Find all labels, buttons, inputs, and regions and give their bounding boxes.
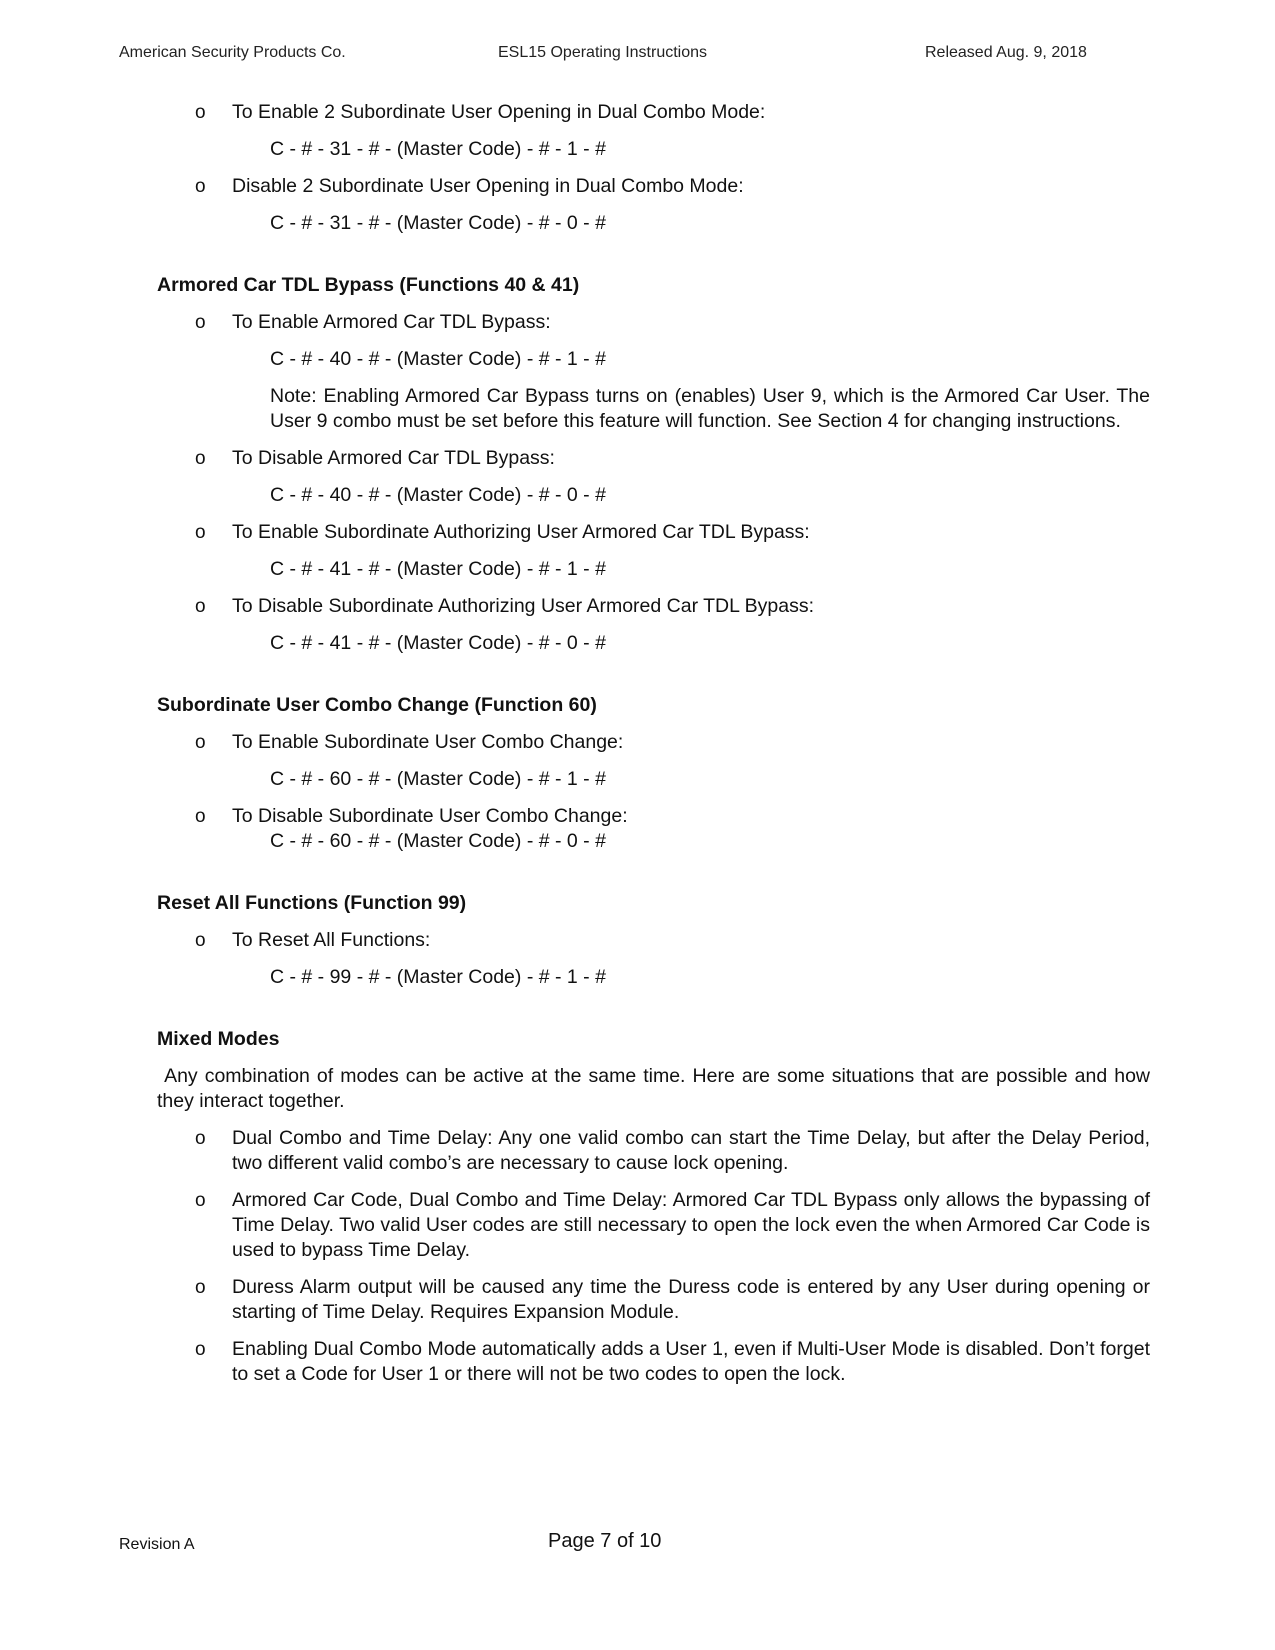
key-sequence: C - # - 40 - # - (Master Code) - # - 1 - # <box>270 348 606 370</box>
item-text: Duress Alarm output will be caused any time the Duress code is entered by any User during opening or starting of Time Delay. Requires Expansion Module. <box>232 1276 1150 1323</box>
item-label: To Enable Subordinate User Combo Change: <box>232 731 624 753</box>
list-item <box>157 174 1150 199</box>
item-label: To Disable Subordinate User Combo Change: <box>232 805 628 827</box>
section-title-armored-car: Armored Car TDL Bypass (Functions 40 & 41) <box>157 274 580 296</box>
key-sequence: C - # - 60 - # - (Master Code) - # - 0 - # <box>270 830 606 852</box>
bullet-icon: o <box>195 1277 206 1298</box>
header-document-title: ESL15 Operating Instructions <box>498 44 708 61</box>
item-text: Dual Combo and Time Delay: Any one valid combo can start the Time Delay, but after the Delay Period, two different valid combo’s are necessary to cause lock opening. <box>232 1127 1150 1174</box>
list-item <box>157 100 1150 125</box>
mixed-modes-intro: Any combination of modes can be active at the same time. Here are some situations that are possible and how they interact together. <box>157 1065 1156 1112</box>
list-item <box>157 1275 1150 1325</box>
list-item <box>157 1337 1150 1387</box>
bullet-icon: o <box>195 1128 206 1149</box>
section-title-combo-change: Subordinate User Combo Change (Function 60) <box>157 694 597 716</box>
key-sequence: C - # - 41 - # - (Master Code) - # - 1 - # <box>270 558 606 580</box>
bullet-icon: o <box>195 312 206 333</box>
section-title-reset: Reset All Functions (Function 99) <box>157 892 467 914</box>
document-body <box>157 100 1156 1399</box>
item-label: To Enable Armored Car TDL Bypass: <box>232 311 551 333</box>
item-label: To Disable Armored Car TDL Bypass: <box>232 447 555 469</box>
item-label: Disable 2 Subordinate User Opening in Dual Combo Mode: <box>232 175 744 197</box>
item-text: Armored Car Code, Dual Combo and Time Delay: Armored Car TDL Bypass only allows the bypassing of Time Delay. Two valid User codes are still necessary to open the lock even the when Armored Car Code is used to bypass Time Delay. <box>232 1189 1150 1261</box>
list-item <box>157 804 1150 829</box>
header-company: American Security Products Co. <box>119 44 346 61</box>
list-item <box>157 520 1150 545</box>
footer-page-number: Page 7 of 10 <box>548 1530 662 1552</box>
key-sequence: C - # - 60 - # - (Master Code) - # - 1 - # <box>270 768 606 790</box>
bullet-icon: o <box>195 102 206 123</box>
bullet-icon: o <box>195 732 206 753</box>
bullet-icon: o <box>195 596 206 617</box>
list-item <box>157 310 1150 335</box>
bullet-icon: o <box>195 1190 206 1211</box>
item-label: To Enable Subordinate Authorizing User Armored Car TDL Bypass: <box>232 521 810 543</box>
bullet-icon: o <box>195 1339 206 1360</box>
bullet-icon: o <box>195 806 206 827</box>
note-text: Note: Enabling Armored Car Bypass turns on (enables) User 9, which is the Armored Car User. The User 9 combo must be set before this feature will function. See Section 4 for changing instructions. <box>270 385 1150 432</box>
item-label: To Reset All Functions: <box>232 929 431 951</box>
item-label: To Enable 2 Subordinate User Opening in Dual Combo Mode: <box>232 101 766 123</box>
item-text: Enabling Dual Combo Mode automatically adds a User 1, even if Multi-User Mode is disabled. Don’t forget to set a Code for User 1 or there will not be two codes to open the lock. <box>232 1338 1150 1385</box>
item-label: To Disable Subordinate Authorizing User Armored Car TDL Bypass: <box>232 595 815 617</box>
key-sequence: C - # - 40 - # - (Master Code) - # - 0 - # <box>270 484 606 506</box>
list-item <box>157 446 1150 471</box>
section-title-mixed-modes: Mixed Modes <box>157 1028 280 1050</box>
bullet-icon: o <box>195 930 206 951</box>
bullet-icon: o <box>195 176 206 197</box>
bullet-icon: o <box>195 522 206 543</box>
key-sequence: C - # - 31 - # - (Master Code) - # - 1 - # <box>270 138 606 160</box>
list-item <box>157 928 1150 953</box>
list-item <box>157 730 1150 755</box>
list-item <box>157 1126 1150 1176</box>
footer-revision: Revision A <box>119 1536 195 1553</box>
list-item <box>157 594 1150 619</box>
header-release-date: Released Aug. 9, 2018 <box>925 44 1087 61</box>
key-sequence: C - # - 31 - # - (Master Code) - # - 0 - # <box>270 212 606 234</box>
list-item <box>157 1188 1150 1263</box>
bullet-icon: o <box>195 448 206 469</box>
key-sequence: C - # - 99 - # - (Master Code) - # - 1 - # <box>270 966 606 988</box>
key-sequence: C - # - 41 - # - (Master Code) - # - 0 - # <box>270 632 606 654</box>
